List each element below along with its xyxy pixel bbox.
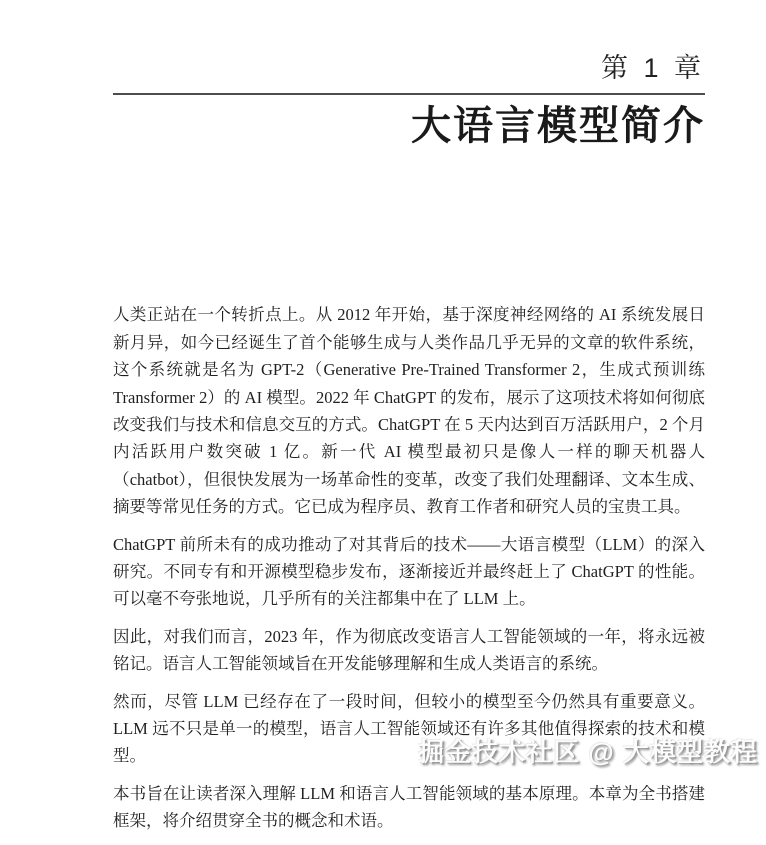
page-content: [113, 0, 705, 845]
paragraph-3: 因此，对我们而言，2023 年，作为彻底改变语言人工智能领域的一年，将永远被铭记。语言人工智能领域旨在开发能够理解和生成人类语言的系统。: [113, 626, 705, 674]
paragraph-4: 然而，尽管 LLM 已经存在了一段时间，但较小的模型至今仍然具有重要意义。LLM 远不只是单一的模型，语言人工智能领域还有许多其他值得探索的技术和模型。: [113, 691, 705, 766]
chapter-divider-rule: [113, 93, 705, 95]
paragraph-2: ChatGPT 前所未有的成功推动了对其背后的技术——大语言模型（LLM）的深入研究。不同专有和开源模型稳步发布，逐渐接近并最终赶上了 ChatGPT 的性能。可以毫不夸张地说，几乎所有的关注都集中在了 LLM 上。: [113, 534, 705, 609]
paragraph-1: 人类正站在一个转折点上。从 2012 年开始，基于深度神经网络的 AI 系统发展日新月异，如今已经诞生了首个能够生成与人类作品几乎无异的文章的软件系统，这个系统就是名为 GPT-2（Generative Pre-Trained Transformer 2，生成式预训练 Transformer 2）的 AI 模型。2022 年 ChatGPT 的发布，展示了这项技术将如何彻底改变我们与技术和信息交互的方式。ChatGPT 在 5 天内达到百万活跃用户，2 个月内活跃用户数突破 1 亿。新一代 AI 模型最初只是像人一样的聊天机器人（chatbot），但很快发展为一场革命性的变革，改变了我们处理翻译、文本生成、摘要等常见任务的方式。它已成为程序员、教育工作者和研究人员的宝贵工具。: [113, 305, 705, 517]
chapter-label: 第 1 章: [600, 53, 705, 83]
community-watermark: 掘金技术社区 @ 大模型教程: [418, 737, 758, 767]
paragraph-5: 本书旨在让读者深入理解 LLM 和语言人工智能领域的基本原理。本章为全书搭建框架，将介绍贯穿全书的概念和术语。: [113, 783, 705, 831]
page-title: 大语言模型简介: [411, 104, 705, 149]
